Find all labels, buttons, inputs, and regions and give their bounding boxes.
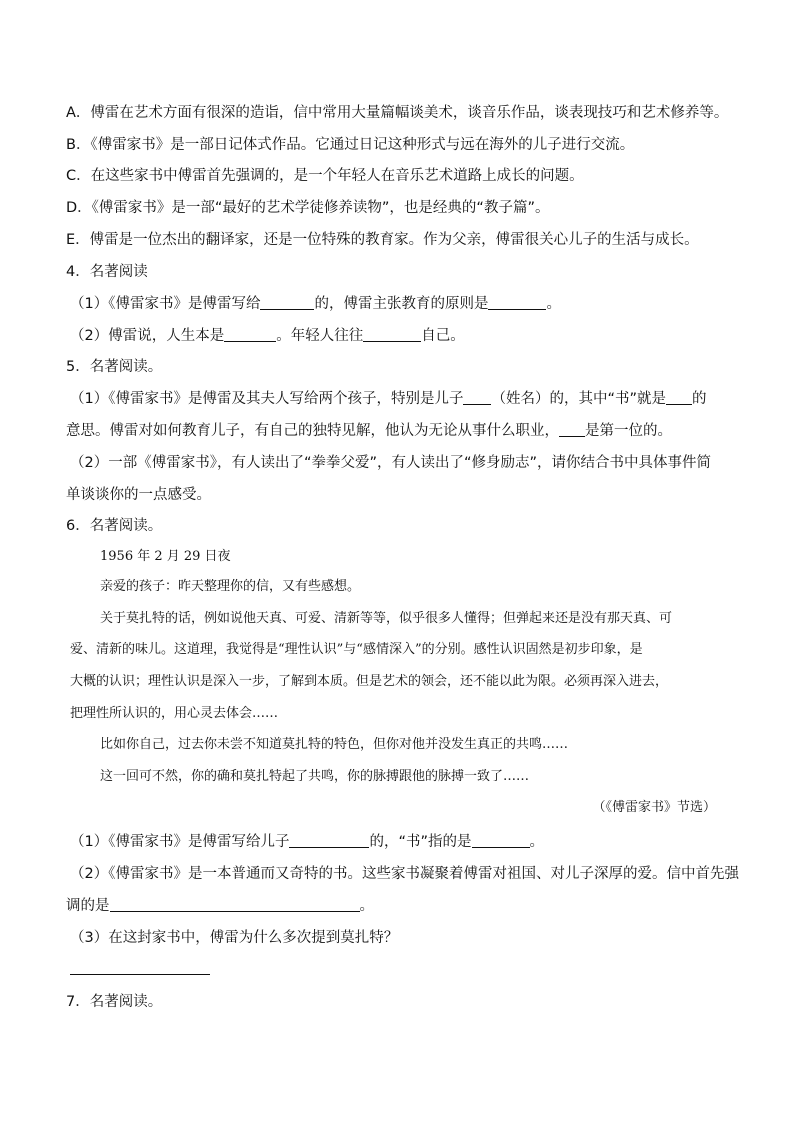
letter-line: 这一回可不然，你的确和莫扎特起了共鸣，你的脉搏跟他的脉搏一致了…… <box>100 769 530 784</box>
answer-blank[interactable] <box>463 390 491 405</box>
question-6-title: 6．名著阅读。 <box>66 518 163 534</box>
answer-line[interactable] <box>70 974 210 975</box>
question-5-part-2-line-2: 单谈谈你的一点感受。 <box>66 487 211 503</box>
question-5-part-1-line-1 <box>70 390 707 408</box>
passage-source: （《傅雷家书》节选） <box>592 800 716 815</box>
question-6-part-2-text-b: 。 <box>359 898 374 914</box>
option-e: E．傅雷是一位杰出的翻译家，还是一位特殊的教育家。作为父亲，傅雷很关心儿子的生活与成长。 <box>66 232 699 248</box>
letter-line: 把理性所认识的，用心灵去体会…… <box>70 706 279 721</box>
letter-line: 爱、清新的味儿。这道理，我觉得是“理性认识”与“感情深入”的分别。感性认识固然是初步印象，是 <box>70 642 643 657</box>
question-4-part-2 <box>70 327 465 345</box>
option-d: D．《傅雷家书》是一部“最好的艺术学徒修养读物”，也是经典的“教子篇”。 <box>66 200 550 216</box>
question-4-part-2-text-c: 自己。 <box>421 328 465 344</box>
question-7-title: 7．名著阅读。 <box>66 994 163 1010</box>
answer-blank[interactable] <box>224 327 276 342</box>
answer-blank[interactable] <box>666 390 692 405</box>
question-5-part-1-text-b: （姓名）的，其中“书”就是 <box>491 391 667 407</box>
question-4-part-1-text-a: （1）《傅雷家书》是傅雷写给 <box>70 296 261 312</box>
answer-blank[interactable] <box>260 295 314 310</box>
question-4-part-1-text-b: 的，傅雷主张教育的原则是 <box>314 296 489 312</box>
question-5-part-1-text-c: 的 <box>692 391 707 407</box>
question-6-part-3: （3）在这封家书中，傅雷为什么多次提到莫扎特？ <box>70 930 399 946</box>
question-4-part-2-text-b: 。年轻人往往 <box>276 328 364 344</box>
answer-blank[interactable] <box>472 833 530 848</box>
option-a: A．傅雷在艺术方面有很深的造诣，信中常用大量篇幅谈美术，谈音乐作品，谈表现技巧和艺术修养等。 <box>66 105 729 121</box>
question-6-part-2-line-2 <box>66 897 374 915</box>
option-c: C．在这些家书中傅雷首先强调的，是一个年轻人在音乐艺术道路上成长的问题。 <box>66 168 584 184</box>
question-5-part-1-text-e: 是第一位的。 <box>585 423 672 439</box>
letter-line: 关于莫扎特的话，例如说他天真、可爱、清新等等，似乎很多人懂得；但弹起来还是没有那天真、可 <box>100 611 673 626</box>
question-4-part-1-text-c: 。 <box>546 296 561 312</box>
letter-line: 比如你自己，过去你未尝不知道莫扎特的特色，但你对他并没发生真正的共鸣…… <box>100 737 569 752</box>
option-b: B．《傅雷家书》是一部日记体式作品。它通过日记这种形式与远在海外的儿子进行交流。 <box>66 137 635 153</box>
answer-blank[interactable] <box>289 833 369 848</box>
question-6-part-2-line-1: （2）《傅雷家书》是一本普通而又奇特的书。这些家书凝聚着傅雷对祖国、对儿子深厚的爱。信中首先强 <box>70 866 739 882</box>
question-5-title: 5．名著阅读。 <box>66 359 163 375</box>
question-5-part-2-line-1: （2）一部《傅雷家书》，有人读出了“拳拳父爱”，有人读出了“修身励志”，请你结合书中具体事件简 <box>70 455 712 471</box>
question-4-title: 4．名著阅读 <box>66 264 148 280</box>
question-5-part-1-line-2 <box>66 422 672 440</box>
answer-blank[interactable] <box>363 327 421 342</box>
question-5-part-1-text-a: （1）《傅雷家书》是傅雷及其夫人写给两个孩子，特别是儿子 <box>70 391 464 407</box>
question-6-part-1-text-a: （1）《傅雷家书》是傅雷写给儿子 <box>70 834 290 850</box>
question-4-part-1 <box>70 295 561 313</box>
letter-date: 1956 年 2 月 29 日夜 <box>100 549 231 564</box>
question-6-part-1-text-c: 。 <box>529 834 545 850</box>
answer-blank[interactable] <box>488 295 546 310</box>
question-4-part-2-text-a: （2）傅雷说，人生本是 <box>70 328 225 344</box>
answer-blank[interactable] <box>559 422 585 437</box>
question-6-part-1-text-b: 的，“书”指的是 <box>369 834 472 850</box>
letter-line: 亲爱的孩子：昨天整理你的信，又有些感想。 <box>100 579 361 594</box>
letter-line: 大概的认识；理性认识是深入一步，了解到本质。但是艺术的领会，还不能以此为限。必须再深入进去， <box>70 674 669 689</box>
question-6-part-1 <box>70 833 544 851</box>
question-5-part-1-text-d: 意思。傅雷对如何教育儿子，有自己的独特见解，他认为无论从事什么职业， <box>66 423 559 439</box>
question-6-part-2-text-a: 调的是 <box>66 898 110 914</box>
answer-blank[interactable] <box>110 897 360 912</box>
